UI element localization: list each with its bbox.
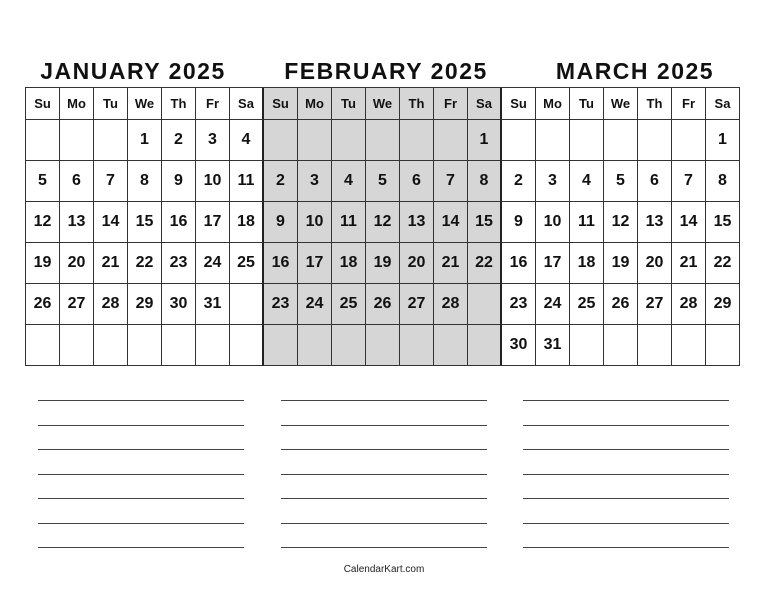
day-cell-january <box>26 120 60 161</box>
day-cell-february <box>332 120 366 161</box>
notes-january <box>38 400 244 572</box>
day-cell-february <box>468 284 502 325</box>
day-cell-january: 7 <box>94 161 128 202</box>
note-line <box>281 498 487 499</box>
day-cell-march: 19 <box>604 243 638 284</box>
note-line <box>523 547 729 548</box>
day-cell-february: 16 <box>264 243 298 284</box>
day-cell-march <box>604 120 638 161</box>
day-cell-january: 3 <box>196 120 230 161</box>
weekday-header-january: Fr <box>196 88 230 120</box>
day-cell-march <box>638 120 672 161</box>
day-cell-january: 21 <box>94 243 128 284</box>
day-cell-january <box>26 325 60 366</box>
weekday-header-march: Tu <box>570 88 604 120</box>
weekday-header-february: We <box>366 88 400 120</box>
day-cell-march: 7 <box>672 161 706 202</box>
day-cell-january: 12 <box>26 202 60 243</box>
day-cell-february <box>332 325 366 366</box>
note-line <box>38 498 244 499</box>
day-cell-march <box>706 325 740 366</box>
day-cell-march: 13 <box>638 202 672 243</box>
weekday-header-february: Tu <box>332 88 366 120</box>
day-cell-january: 22 <box>128 243 162 284</box>
day-cell-january: 26 <box>26 284 60 325</box>
day-cell-february: 3 <box>298 161 332 202</box>
day-cell-january: 17 <box>196 202 230 243</box>
note-line <box>38 547 244 548</box>
weekday-header-january: Sa <box>230 88 264 120</box>
weekday-header-february: Th <box>400 88 434 120</box>
day-cell-january <box>60 120 94 161</box>
note-line <box>281 523 487 524</box>
day-cell-january <box>230 284 264 325</box>
day-cell-march: 6 <box>638 161 672 202</box>
day-cell-january: 23 <box>162 243 196 284</box>
day-cell-february: 8 <box>468 161 502 202</box>
day-cell-february: 11 <box>332 202 366 243</box>
day-cell-march: 10 <box>536 202 570 243</box>
day-cell-january: 29 <box>128 284 162 325</box>
day-cell-march: 17 <box>536 243 570 284</box>
day-cell-february: 24 <box>298 284 332 325</box>
day-cell-january: 2 <box>162 120 196 161</box>
day-cell-january: 16 <box>162 202 196 243</box>
day-cell-february: 28 <box>434 284 468 325</box>
day-cell-january: 4 <box>230 120 264 161</box>
day-cell-february <box>264 120 298 161</box>
day-cell-february: 19 <box>366 243 400 284</box>
weekday-header-march: Mo <box>536 88 570 120</box>
day-cell-march: 26 <box>604 284 638 325</box>
note-line <box>281 547 487 548</box>
day-cell-february <box>366 325 400 366</box>
day-cell-march <box>536 120 570 161</box>
day-cell-march: 31 <box>536 325 570 366</box>
day-cell-march: 23 <box>502 284 536 325</box>
calendar-grid <box>25 87 740 366</box>
day-cell-january: 6 <box>60 161 94 202</box>
day-cell-january <box>196 325 230 366</box>
day-cell-february <box>400 325 434 366</box>
day-cell-march <box>604 325 638 366</box>
day-cell-march: 18 <box>570 243 604 284</box>
month-title-january: JANUARY 2025 <box>40 58 226 84</box>
day-cell-february <box>400 120 434 161</box>
day-cell-march: 15 <box>706 202 740 243</box>
day-cell-march: 28 <box>672 284 706 325</box>
day-cell-january: 19 <box>26 243 60 284</box>
day-cell-january: 1 <box>128 120 162 161</box>
day-cell-january <box>230 325 264 366</box>
day-cell-january: 10 <box>196 161 230 202</box>
day-cell-february: 21 <box>434 243 468 284</box>
day-cell-march: 20 <box>638 243 672 284</box>
day-cell-january: 14 <box>94 202 128 243</box>
note-line <box>281 425 487 426</box>
weekday-header-february: Mo <box>298 88 332 120</box>
weekday-header-march: Su <box>502 88 536 120</box>
weekday-header-march: Sa <box>706 88 740 120</box>
day-cell-february <box>434 325 468 366</box>
day-cell-march: 4 <box>570 161 604 202</box>
day-cell-march: 24 <box>536 284 570 325</box>
day-cell-february: 22 <box>468 243 502 284</box>
day-cell-march <box>570 120 604 161</box>
note-line <box>38 523 244 524</box>
day-cell-february: 6 <box>400 161 434 202</box>
note-line <box>523 425 729 426</box>
day-cell-february: 23 <box>264 284 298 325</box>
day-cell-january: 31 <box>196 284 230 325</box>
day-cell-january: 5 <box>26 161 60 202</box>
day-cell-march <box>570 325 604 366</box>
day-cell-february: 4 <box>332 161 366 202</box>
notes-march <box>523 400 729 572</box>
weekday-header-january: Tu <box>94 88 128 120</box>
day-cell-january: 25 <box>230 243 264 284</box>
day-cell-january: 8 <box>128 161 162 202</box>
day-cell-march: 16 <box>502 243 536 284</box>
weekday-header-february: Su <box>264 88 298 120</box>
day-cell-january: 15 <box>128 202 162 243</box>
weekday-header-march: We <box>604 88 638 120</box>
note-line <box>38 449 244 450</box>
weekday-header-february: Sa <box>468 88 502 120</box>
day-cell-january: 18 <box>230 202 264 243</box>
day-cell-march: 27 <box>638 284 672 325</box>
month-title-february: FEBRUARY 2025 <box>284 58 488 84</box>
day-cell-february: 15 <box>468 202 502 243</box>
day-cell-february: 25 <box>332 284 366 325</box>
day-cell-january <box>60 325 94 366</box>
note-line <box>281 474 487 475</box>
day-cell-march: 11 <box>570 202 604 243</box>
day-cell-january: 13 <box>60 202 94 243</box>
day-cell-february: 20 <box>400 243 434 284</box>
weekday-header-january: We <box>128 88 162 120</box>
day-cell-february <box>264 325 298 366</box>
day-cell-march: 5 <box>604 161 638 202</box>
day-cell-march: 22 <box>706 243 740 284</box>
day-cell-february: 5 <box>366 161 400 202</box>
note-line <box>523 474 729 475</box>
note-line <box>38 400 244 401</box>
day-cell-february: 7 <box>434 161 468 202</box>
day-cell-january: 20 <box>60 243 94 284</box>
footer-credit: CalendarKart.com <box>343 564 425 575</box>
day-cell-january <box>94 325 128 366</box>
day-cell-march <box>672 120 706 161</box>
note-line <box>38 474 244 475</box>
day-cell-february: 9 <box>264 202 298 243</box>
note-line <box>523 400 729 401</box>
day-cell-january <box>162 325 196 366</box>
note-line <box>523 523 729 524</box>
month-title-march: MARCH 2025 <box>555 58 715 84</box>
note-line <box>281 400 487 401</box>
note-line <box>523 449 729 450</box>
day-cell-march: 8 <box>706 161 740 202</box>
day-cell-march: 2 <box>502 161 536 202</box>
day-cell-march: 9 <box>502 202 536 243</box>
day-cell-february <box>468 325 502 366</box>
day-cell-february <box>298 120 332 161</box>
weekday-header-january: Su <box>26 88 60 120</box>
day-cell-march: 29 <box>706 284 740 325</box>
day-cell-january: 30 <box>162 284 196 325</box>
day-cell-january: 27 <box>60 284 94 325</box>
day-cell-february: 14 <box>434 202 468 243</box>
day-cell-january <box>94 120 128 161</box>
day-cell-march: 12 <box>604 202 638 243</box>
day-cell-january: 24 <box>196 243 230 284</box>
day-cell-february <box>298 325 332 366</box>
day-cell-march: 1 <box>706 120 740 161</box>
note-line <box>281 449 487 450</box>
weekday-header-january: Th <box>162 88 196 120</box>
day-cell-march: 3 <box>536 161 570 202</box>
day-cell-march <box>672 325 706 366</box>
day-cell-february: 17 <box>298 243 332 284</box>
weekday-header-january: Mo <box>60 88 94 120</box>
note-line <box>523 498 729 499</box>
day-cell-february: 12 <box>366 202 400 243</box>
day-cell-february <box>434 120 468 161</box>
day-cell-march <box>638 325 672 366</box>
day-cell-february: 18 <box>332 243 366 284</box>
day-cell-march: 21 <box>672 243 706 284</box>
day-cell-february: 27 <box>400 284 434 325</box>
day-cell-march <box>502 120 536 161</box>
day-cell-march: 25 <box>570 284 604 325</box>
day-cell-january: 9 <box>162 161 196 202</box>
weekday-header-february: Fr <box>434 88 468 120</box>
day-cell-january <box>128 325 162 366</box>
day-cell-february: 26 <box>366 284 400 325</box>
weekday-header-march: Fr <box>672 88 706 120</box>
notes-february <box>281 400 487 572</box>
day-cell-january: 28 <box>94 284 128 325</box>
note-line <box>38 425 244 426</box>
day-cell-january: 11 <box>230 161 264 202</box>
day-cell-february: 13 <box>400 202 434 243</box>
day-cell-march: 30 <box>502 325 536 366</box>
day-cell-february: 2 <box>264 161 298 202</box>
day-cell-march: 14 <box>672 202 706 243</box>
day-cell-february: 1 <box>468 120 502 161</box>
day-cell-february: 10 <box>298 202 332 243</box>
weekday-header-march: Th <box>638 88 672 120</box>
day-cell-february <box>366 120 400 161</box>
